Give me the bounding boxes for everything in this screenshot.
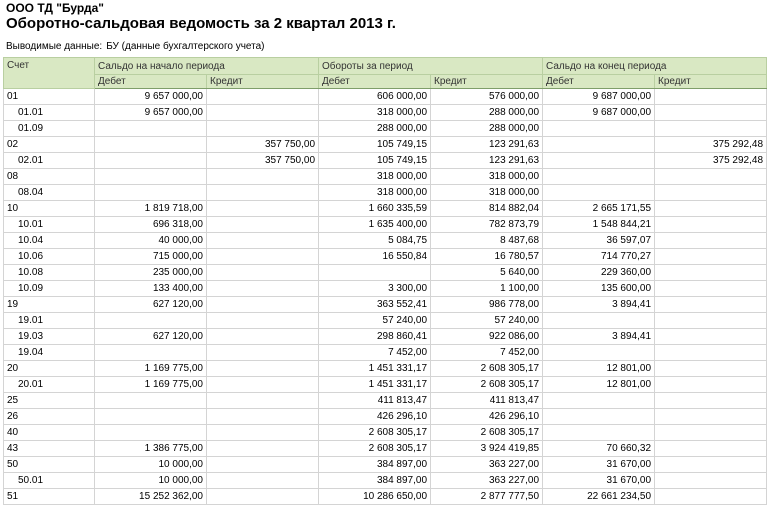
closing-debit-cell[interactable]: 70 660,32 [543, 441, 655, 457]
turnover-credit-cell[interactable]: 576 000,00 [431, 89, 543, 105]
turnover-credit-cell[interactable]: 1 100,00 [431, 281, 543, 297]
account-cell[interactable]: 10.08 [4, 265, 95, 281]
table-row[interactable] [4, 185, 767, 201]
turnover-credit-cell[interactable]: 782 873,79 [431, 217, 543, 233]
account-cell[interactable]: 10 [4, 201, 95, 217]
closing-debit-cell[interactable]: 229 360,00 [543, 265, 655, 281]
opening-debit-cell[interactable] [95, 137, 207, 153]
turnover-credit-cell[interactable]: 426 296,10 [431, 409, 543, 425]
params-label: Выводимые данные: [6, 41, 103, 52]
opening-credit-cell[interactable]: 357 750,00 [207, 153, 319, 169]
closing-credit-cell[interactable] [655, 313, 767, 329]
closing-credit-cell[interactable] [655, 473, 767, 489]
closing-debit-cell[interactable] [543, 137, 655, 153]
closing-debit-cell[interactable] [543, 313, 655, 329]
column-header-closing-balance[interactable]: Сальдо на конец периода [543, 58, 767, 75]
turnover-credit-cell[interactable]: 7 452,00 [431, 345, 543, 361]
closing-debit-cell[interactable]: 22 661 234,50 [543, 489, 655, 505]
closing-credit-cell[interactable] [655, 297, 767, 313]
account-cell[interactable]: 08.04 [4, 185, 95, 201]
table-row[interactable] [4, 377, 767, 393]
column-header-opening-debit[interactable]: Дебет [95, 75, 207, 89]
table-row[interactable] [4, 329, 767, 345]
opening-debit-cell[interactable]: 1 386 775,00 [95, 441, 207, 457]
closing-credit-cell[interactable] [655, 233, 767, 249]
turnover-credit-cell[interactable]: 318 000,00 [431, 185, 543, 201]
opening-debit-cell[interactable]: 627 120,00 [95, 297, 207, 313]
table-row[interactable] [4, 201, 767, 217]
account-cell[interactable]: 40 [4, 425, 95, 441]
closing-debit-cell[interactable] [543, 169, 655, 185]
turnover-credit-cell[interactable]: 3 924 419,85 [431, 441, 543, 457]
opening-credit-cell[interactable] [207, 265, 319, 281]
table-row[interactable] [4, 489, 767, 505]
account-cell[interactable]: 51 [4, 489, 95, 505]
closing-credit-cell[interactable] [655, 441, 767, 457]
opening-debit-cell[interactable]: 9 657 000,00 [95, 105, 207, 121]
turnover-credit-cell[interactable]: 2 608 305,17 [431, 361, 543, 377]
opening-credit-cell[interactable] [207, 473, 319, 489]
table-row[interactable] [4, 345, 767, 361]
opening-credit-cell[interactable] [207, 121, 319, 137]
closing-debit-cell[interactable] [543, 393, 655, 409]
opening-credit-cell[interactable] [207, 249, 319, 265]
opening-debit-cell[interactable]: 235 000,00 [95, 265, 207, 281]
table-row[interactable] [4, 457, 767, 473]
opening-debit-cell[interactable]: 696 318,00 [95, 217, 207, 233]
table-row[interactable] [4, 361, 767, 377]
opening-credit-cell[interactable] [207, 105, 319, 121]
opening-credit-cell[interactable] [207, 457, 319, 473]
closing-credit-cell[interactable] [655, 329, 767, 345]
turnover-credit-cell[interactable]: 2 877 777,50 [431, 489, 543, 505]
turnover-credit-cell[interactable]: 814 882,04 [431, 201, 543, 217]
turnover-debit-cell[interactable]: 426 296,10 [319, 409, 431, 425]
opening-debit-cell[interactable]: 1 819 718,00 [95, 201, 207, 217]
opening-debit-cell[interactable] [95, 313, 207, 329]
table-row[interactable] [4, 169, 767, 185]
closing-debit-cell[interactable]: 9 687 000,00 [543, 89, 655, 105]
opening-debit-cell[interactable]: 133 400,00 [95, 281, 207, 297]
turnover-credit-cell[interactable]: 922 086,00 [431, 329, 543, 345]
turnover-credit-cell[interactable]: 288 000,00 [431, 105, 543, 121]
closing-credit-cell[interactable] [655, 489, 767, 505]
closing-debit-cell[interactable] [543, 409, 655, 425]
account-cell[interactable]: 19 [4, 297, 95, 313]
closing-debit-cell[interactable]: 12 801,00 [543, 377, 655, 393]
column-header-account[interactable]: Счет [4, 58, 95, 89]
opening-credit-cell[interactable] [207, 409, 319, 425]
opening-credit-cell[interactable]: 357 750,00 [207, 137, 319, 153]
turnover-credit-cell[interactable]: 5 640,00 [431, 265, 543, 281]
opening-debit-cell[interactable]: 40 000,00 [95, 233, 207, 249]
column-header-opening-balance[interactable]: Сальдо на начало периода [95, 58, 319, 75]
closing-credit-cell[interactable] [655, 457, 767, 473]
turnover-credit-cell[interactable]: 16 780,57 [431, 249, 543, 265]
table-row[interactable] [4, 249, 767, 265]
turnover-debit-cell[interactable]: 2 608 305,17 [319, 441, 431, 457]
account-cell[interactable]: 20.01 [4, 377, 95, 393]
turnover-credit-cell[interactable]: 318 000,00 [431, 169, 543, 185]
company-name: ООО ТД "Бурда" [6, 1, 104, 15]
opening-credit-cell[interactable] [207, 281, 319, 297]
closing-credit-cell[interactable]: 375 292,48 [655, 137, 767, 153]
turnover-debit-cell[interactable]: 298 860,41 [319, 329, 431, 345]
closing-debit-cell[interactable] [543, 153, 655, 169]
account-cell[interactable]: 10.04 [4, 233, 95, 249]
closing-debit-cell[interactable]: 36 597,07 [543, 233, 655, 249]
turnover-credit-cell[interactable]: 986 778,00 [431, 297, 543, 313]
opening-credit-cell[interactable] [207, 393, 319, 409]
turnover-debit-cell[interactable]: 318 000,00 [319, 105, 431, 121]
table-row[interactable] [4, 297, 767, 313]
opening-credit-cell[interactable] [207, 89, 319, 105]
opening-credit-cell[interactable] [207, 201, 319, 217]
closing-credit-cell[interactable]: 375 292,48 [655, 153, 767, 169]
table-row[interactable] [4, 393, 767, 409]
turnover-credit-cell[interactable]: 288 000,00 [431, 121, 543, 137]
account-cell[interactable]: 02.01 [4, 153, 95, 169]
turnover-debit-cell[interactable]: 5 084,75 [319, 233, 431, 249]
opening-credit-cell[interactable] [207, 329, 319, 345]
turnover-debit-cell[interactable]: 16 550,84 [319, 249, 431, 265]
turnover-credit-cell[interactable]: 123 291,63 [431, 137, 543, 153]
table-row[interactable] [4, 409, 767, 425]
column-header-turnover[interactable]: Обороты за период [319, 58, 543, 75]
table-row[interactable] [4, 313, 767, 329]
column-header-turnover-credit[interactable]: Кредит [431, 75, 543, 89]
opening-debit-cell[interactable] [95, 345, 207, 361]
turnover-credit-cell[interactable]: 411 813,47 [431, 393, 543, 409]
closing-debit-cell[interactable]: 3 894,41 [543, 297, 655, 313]
opening-debit-cell[interactable]: 627 120,00 [95, 329, 207, 345]
closing-debit-cell[interactable] [543, 425, 655, 441]
column-header-opening-credit[interactable]: Кредит [207, 75, 319, 89]
account-cell[interactable]: 50 [4, 457, 95, 473]
opening-credit-cell[interactable] [207, 169, 319, 185]
report-params [6, 41, 269, 52]
turnover-credit-cell[interactable]: 123 291,63 [431, 153, 543, 169]
opening-credit-cell[interactable] [207, 377, 319, 393]
table-body [4, 89, 767, 505]
closing-credit-cell[interactable] [655, 345, 767, 361]
opening-credit-cell[interactable] [207, 313, 319, 329]
closing-debit-cell[interactable]: 31 670,00 [543, 457, 655, 473]
turnover-debit-cell[interactable]: 384 897,00 [319, 457, 431, 473]
closing-credit-cell[interactable] [655, 89, 767, 105]
table-row[interactable] [4, 265, 767, 281]
table-row[interactable] [4, 121, 767, 137]
table-row[interactable] [4, 153, 767, 169]
turnover-debit-cell[interactable]: 1 451 331,17 [319, 377, 431, 393]
turnover-debit-cell[interactable]: 7 452,00 [319, 345, 431, 361]
closing-credit-cell[interactable] [655, 281, 767, 297]
opening-debit-cell[interactable] [95, 393, 207, 409]
column-header-turnover-debit[interactable]: Дебет [319, 75, 431, 89]
account-cell[interactable]: 25 [4, 393, 95, 409]
table-row[interactable] [4, 473, 767, 489]
table-row[interactable] [4, 137, 767, 153]
closing-credit-cell[interactable] [655, 249, 767, 265]
turnover-credit-cell[interactable]: 2 608 305,17 [431, 425, 543, 441]
closing-debit-cell[interactable] [543, 345, 655, 361]
opening-debit-cell[interactable] [95, 153, 207, 169]
account-cell[interactable]: 08 [4, 169, 95, 185]
turnover-credit-cell[interactable]: 363 227,00 [431, 473, 543, 489]
opening-debit-cell[interactable]: 1 169 775,00 [95, 361, 207, 377]
turnover-debit-cell[interactable]: 384 897,00 [319, 473, 431, 489]
table-row[interactable] [4, 233, 767, 249]
closing-credit-cell[interactable] [655, 361, 767, 377]
account-cell[interactable]: 10.06 [4, 249, 95, 265]
opening-debit-cell[interactable]: 10 000,00 [95, 457, 207, 473]
table-row[interactable] [4, 281, 767, 297]
turnover-debit-cell[interactable] [319, 265, 431, 281]
closing-credit-cell[interactable] [655, 393, 767, 409]
opening-debit-cell[interactable] [95, 185, 207, 201]
turnover-debit-cell[interactable]: 1 660 335,59 [319, 201, 431, 217]
closing-debit-cell[interactable]: 1 548 844,21 [543, 217, 655, 233]
table-row[interactable] [4, 217, 767, 233]
table-row[interactable] [4, 105, 767, 121]
closing-credit-cell[interactable] [655, 409, 767, 425]
closing-credit-cell[interactable] [655, 425, 767, 441]
opening-credit-cell[interactable] [207, 441, 319, 457]
opening-credit-cell[interactable] [207, 217, 319, 233]
turnover-debit-cell[interactable]: 288 000,00 [319, 121, 431, 137]
account-cell[interactable]: 20 [4, 361, 95, 377]
turnover-debit-cell[interactable]: 10 286 650,00 [319, 489, 431, 505]
closing-debit-cell[interactable]: 12 801,00 [543, 361, 655, 377]
opening-credit-cell[interactable] [207, 233, 319, 249]
turnover-debit-cell[interactable]: 2 608 305,17 [319, 425, 431, 441]
closing-debit-cell[interactable]: 2 665 171,55 [543, 201, 655, 217]
closing-credit-cell[interactable] [655, 105, 767, 121]
column-header-closing-credit[interactable]: Кредит [655, 75, 767, 89]
table-row[interactable] [4, 89, 767, 105]
account-cell[interactable]: 01.09 [4, 121, 95, 137]
closing-debit-cell[interactable] [543, 121, 655, 137]
account-cell[interactable]: 19.03 [4, 329, 95, 345]
params-value: БУ (данные бухгалтерского учета) [106, 41, 265, 52]
turnover-credit-cell[interactable]: 363 227,00 [431, 457, 543, 473]
closing-debit-cell[interactable]: 3 894,41 [543, 329, 655, 345]
table-row[interactable] [4, 441, 767, 457]
opening-debit-cell[interactable]: 15 252 362,00 [95, 489, 207, 505]
turnover-debit-cell[interactable]: 318 000,00 [319, 185, 431, 201]
opening-debit-cell[interactable] [95, 121, 207, 137]
opening-credit-cell[interactable] [207, 297, 319, 313]
account-cell[interactable]: 43 [4, 441, 95, 457]
opening-credit-cell[interactable] [207, 425, 319, 441]
table-row[interactable] [4, 425, 767, 441]
account-cell[interactable]: 19.01 [4, 313, 95, 329]
closing-credit-cell[interactable] [655, 217, 767, 233]
closing-debit-cell[interactable]: 31 670,00 [543, 473, 655, 489]
column-header-closing-debit[interactable]: Дебет [543, 75, 655, 89]
turnover-debit-cell[interactable]: 606 000,00 [319, 89, 431, 105]
opening-debit-cell[interactable] [95, 169, 207, 185]
closing-debit-cell[interactable]: 714 770,27 [543, 249, 655, 265]
opening-credit-cell[interactable] [207, 361, 319, 377]
turnover-credit-cell[interactable]: 2 608 305,17 [431, 377, 543, 393]
opening-debit-cell[interactable]: 9 657 000,00 [95, 89, 207, 105]
opening-credit-cell[interactable] [207, 345, 319, 361]
turnover-debit-cell[interactable]: 57 240,00 [319, 313, 431, 329]
turnover-debit-cell[interactable]: 3 300,00 [319, 281, 431, 297]
turnover-credit-cell[interactable]: 57 240,00 [431, 313, 543, 329]
closing-credit-cell[interactable] [655, 201, 767, 217]
account-cell[interactable]: 10.09 [4, 281, 95, 297]
turnover-debit-cell[interactable]: 1 635 400,00 [319, 217, 431, 233]
closing-credit-cell[interactable] [655, 185, 767, 201]
turnover-debit-cell[interactable]: 1 451 331,17 [319, 361, 431, 377]
balance-sheet-table [3, 57, 767, 505]
account-cell[interactable]: 01.01 [4, 105, 95, 121]
opening-credit-cell[interactable] [207, 185, 319, 201]
closing-debit-cell[interactable] [543, 185, 655, 201]
account-cell[interactable]: 26 [4, 409, 95, 425]
account-cell[interactable]: 02 [4, 137, 95, 153]
closing-debit-cell[interactable]: 9 687 000,00 [543, 105, 655, 121]
turnover-debit-cell[interactable]: 105 749,15 [319, 137, 431, 153]
closing-credit-cell[interactable] [655, 265, 767, 281]
opening-credit-cell[interactable] [207, 489, 319, 505]
turnover-debit-cell[interactable]: 105 749,15 [319, 153, 431, 169]
opening-debit-cell[interactable]: 10 000,00 [95, 473, 207, 489]
turnover-debit-cell[interactable]: 411 813,47 [319, 393, 431, 409]
account-cell[interactable]: 10.01 [4, 217, 95, 233]
opening-debit-cell[interactable] [95, 409, 207, 425]
opening-debit-cell[interactable]: 1 169 775,00 [95, 377, 207, 393]
opening-debit-cell[interactable] [95, 425, 207, 441]
account-cell[interactable]: 50.01 [4, 473, 95, 489]
opening-debit-cell[interactable]: 715 000,00 [95, 249, 207, 265]
closing-credit-cell[interactable] [655, 377, 767, 393]
report-title: Оборотно-сальдовая ведомость за 2 квартал 2013 г. [6, 15, 396, 32]
closing-debit-cell[interactable]: 135 600,00 [543, 281, 655, 297]
closing-credit-cell[interactable] [655, 169, 767, 185]
account-cell[interactable]: 19.04 [4, 345, 95, 361]
turnover-debit-cell[interactable]: 363 552,41 [319, 297, 431, 313]
closing-credit-cell[interactable] [655, 121, 767, 137]
turnover-debit-cell[interactable]: 318 000,00 [319, 169, 431, 185]
account-cell[interactable]: 01 [4, 89, 95, 105]
turnover-credit-cell[interactable]: 8 487,68 [431, 233, 543, 249]
